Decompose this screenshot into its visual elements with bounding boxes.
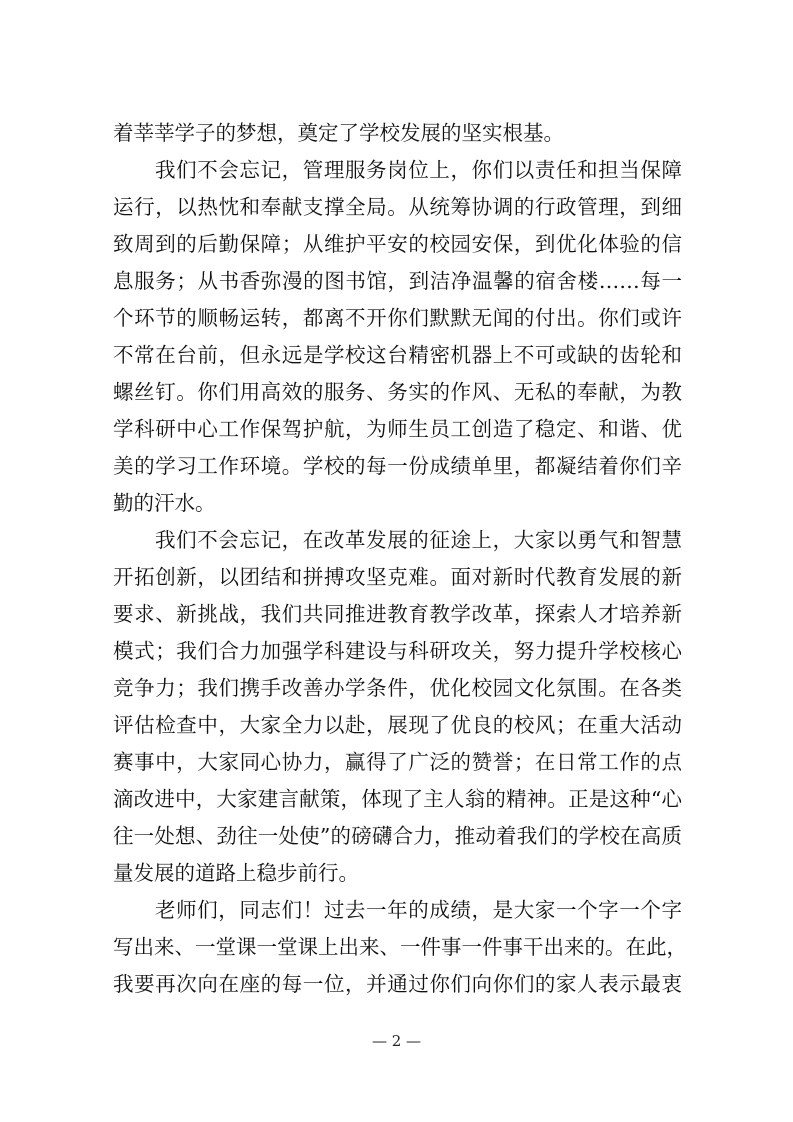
text-line: 美的学习工作环境。学校的每一份成绩单里，都凝结着你们辛 [113,454,682,478]
text-line: 开拓创新，以团结和拼搏攻坚克难。面对新时代教育发展的新 [113,565,682,589]
text-line: 学科研中心工作保驾护航，为师生员工创造了稳定、和谐、优 [113,417,682,441]
text-line: 赛事中，大家同心协力，赢得了广泛的赞誉；在日常工作的点 [113,750,682,774]
page-number: — 2 — [371,1032,422,1050]
text-line: 着莘莘学子的梦想，奠定了学校发展的坚实根基。 [113,121,564,145]
text-line: 个环节的顺畅运转，都离不开你们默默无闻的付出。你们或许 [113,306,682,330]
text-line: 评估检查中，大家全力以赴，展现了优良的校风；在重大活动 [113,713,682,737]
text-line: 运行，以热忱和奉献支撑全局。从统筹协调的行政管理，到细 [113,195,682,219]
text-line: 致周到的后勤保障；从维护平安的校园安保，到优化体验的信 [113,232,682,256]
text-line: 我要再次向在座的每一位，并通过你们向你们的家人表示最衷 [113,972,682,996]
text-line: 写出来、一堂课一堂课上出来、一件事一件事干出来的。在此， [113,935,687,959]
text-line: 我们不会忘记，在改革发展的征途上，大家以勇气和智慧 [155,528,682,552]
text-line: 量发展的道路上稳步前行。 [113,861,359,885]
text-line: 往一处想、劲往一处使”的磅礴合力，推动着我们的学校在高质 [113,824,682,848]
text-line: 勤的汗水。 [113,491,216,515]
text-line: 螺丝钉。你们用高效的服务、务实的作风、无私的奉献，为教 [113,380,682,404]
text-line: 滴改进中，大家建言献策，体现了主人翁的精神。正是这种“心 [113,787,682,811]
text-line: 老师们，同志们！过去一年的成绩，是大家一个字一个字 [155,898,682,922]
text-line: 模式；我们合力加强学科建设与科研攻关，努力提升学校核心 [113,639,682,663]
text-line: 我们不会忘记，管理服务岗位上，你们以责任和担当保障 [155,158,682,182]
text-line: 竞争力；我们携手改善办学条件，优化校园文化氛围。在各类 [113,676,682,700]
text-line: 不常在台前，但永远是学校这台精密机器上不可或缺的齿轮和 [113,343,682,367]
text-line: 要求、新挑战，我们共同推进教育教学改革，探索人才培养新 [113,602,682,626]
text-line: 息服务；从书香弥漫的图书馆，到洁净温馨的宿舍楼……每一 [113,269,682,293]
